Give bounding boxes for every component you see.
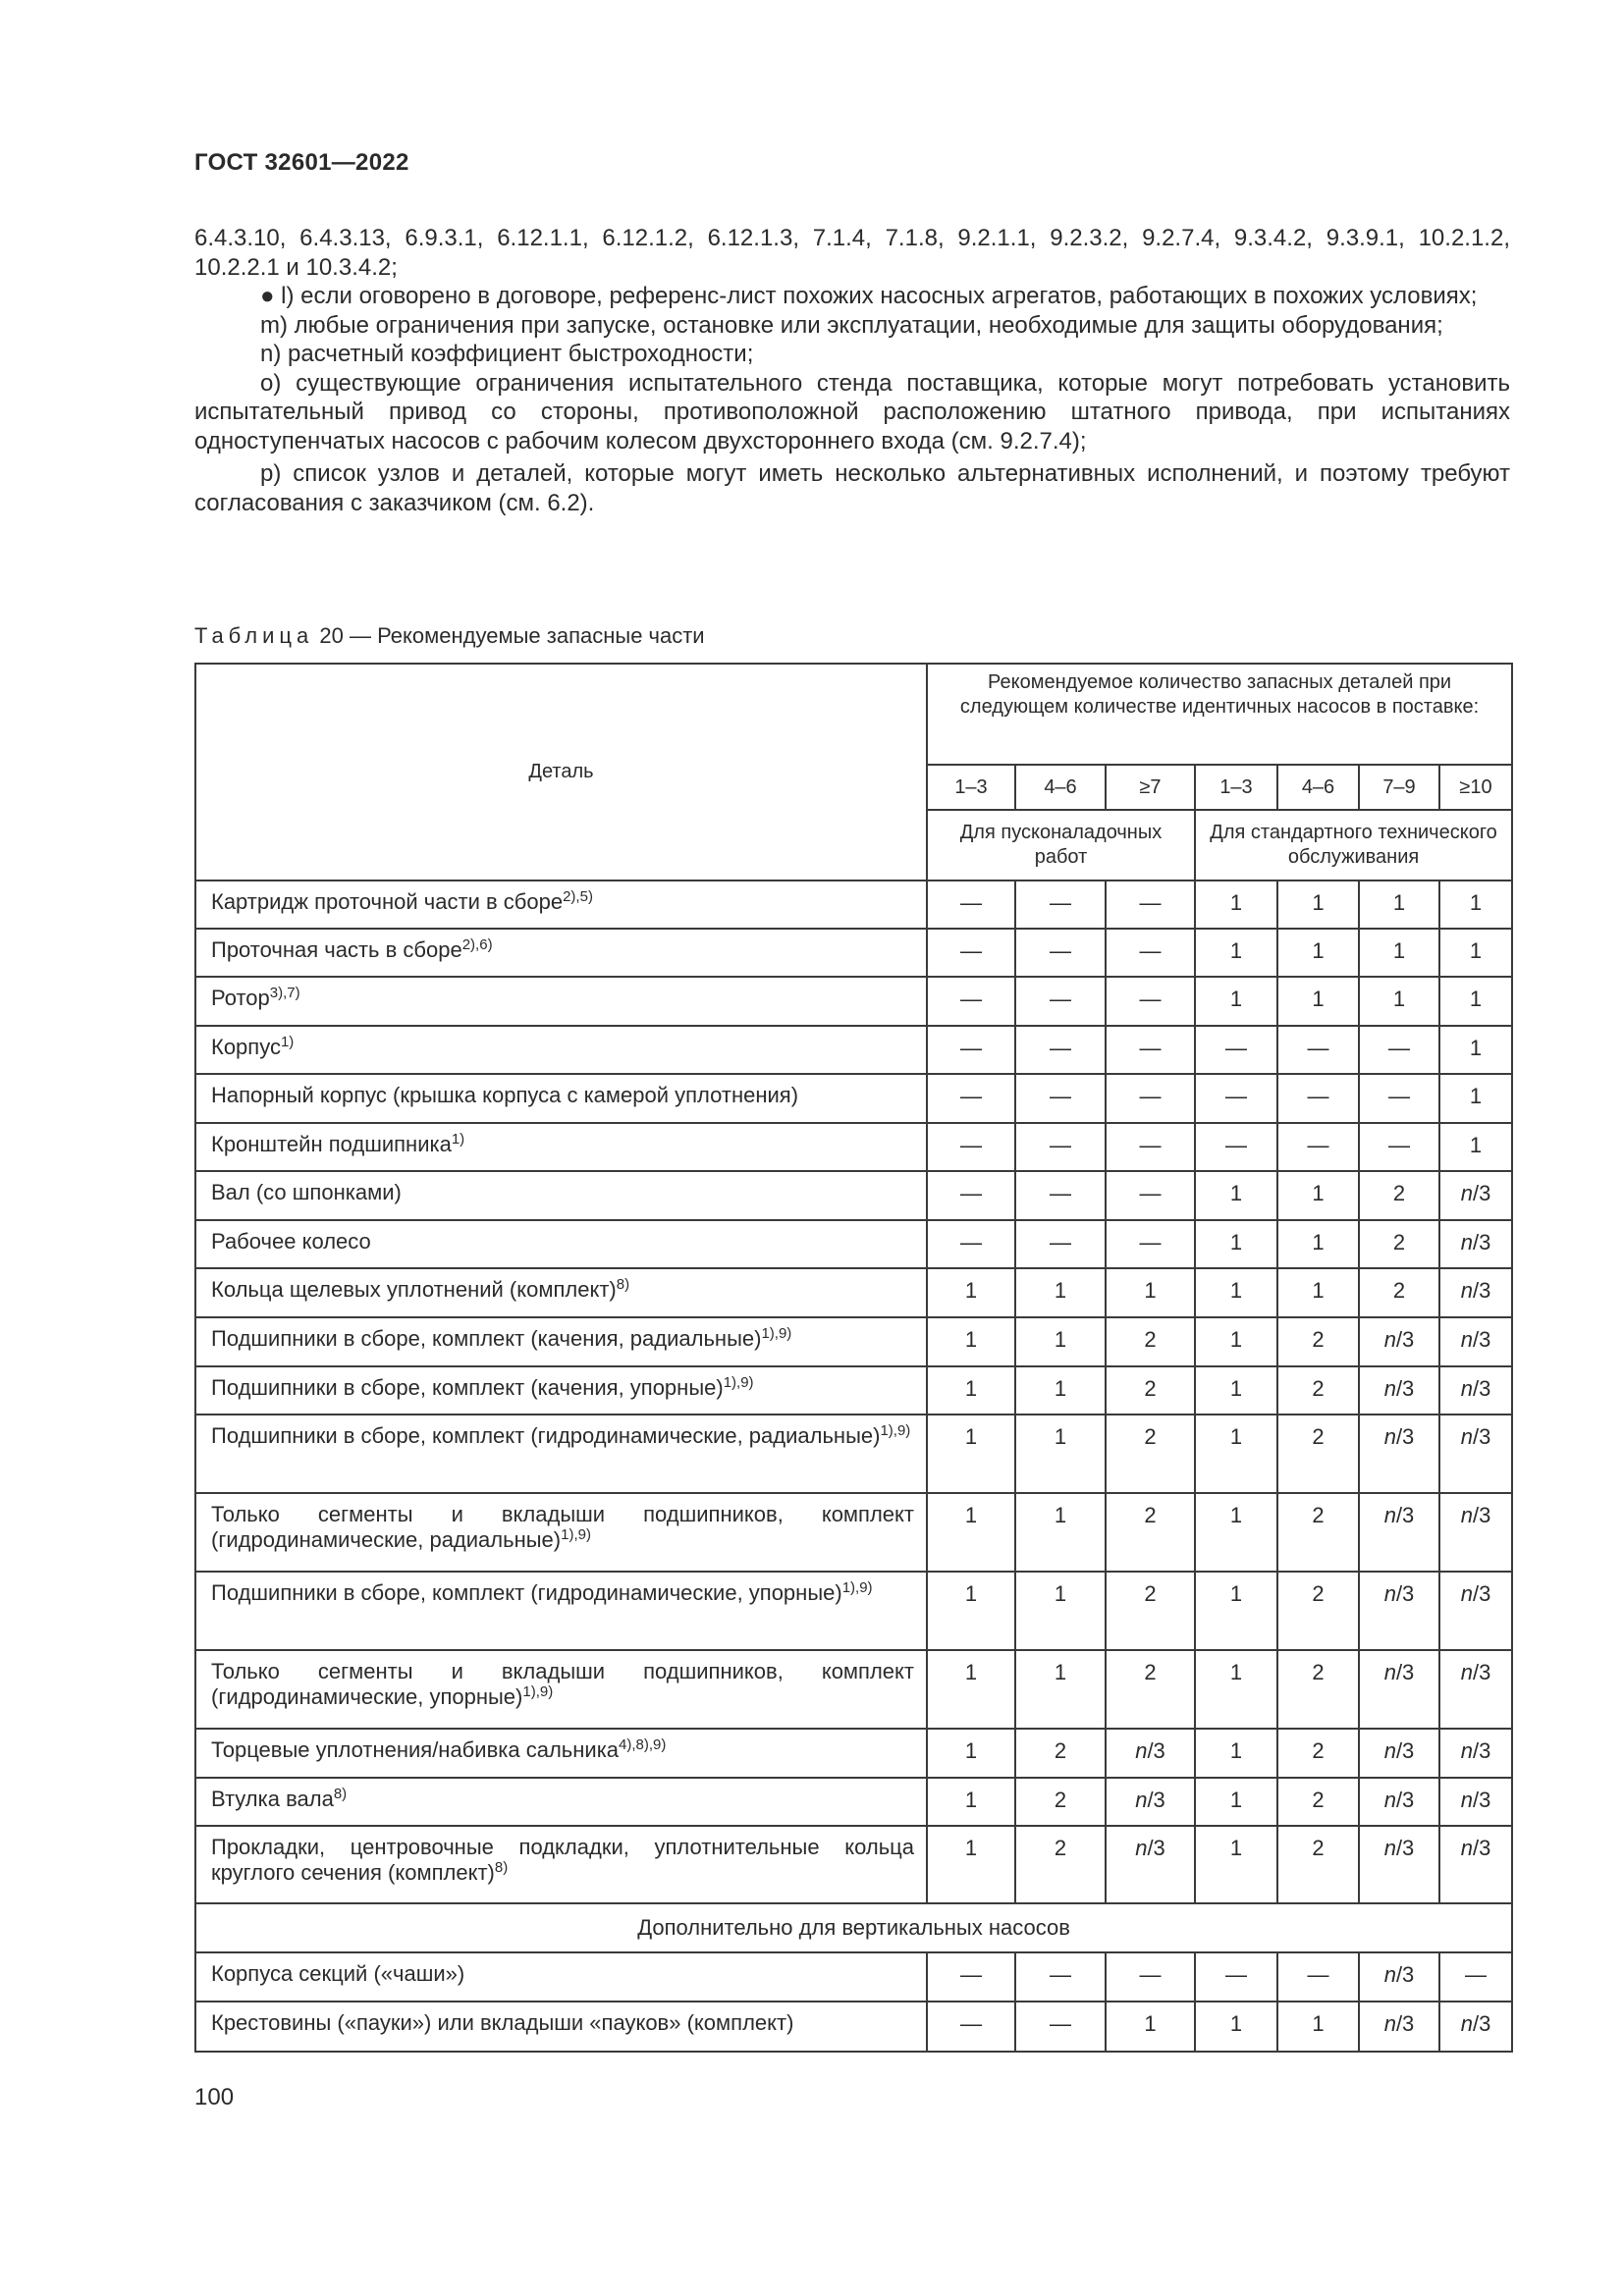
quantity-cell: 2 bbox=[1359, 1171, 1439, 1220]
quantity-cell: 2 bbox=[1106, 1317, 1195, 1366]
quantity-cell: n/3 bbox=[1439, 1826, 1512, 1903]
part-name: Только сегменты и вкладыши подшипников, комплект (гидродинамические, упорные) bbox=[211, 1659, 914, 1709]
quantity-cell: 1 bbox=[1277, 1171, 1359, 1220]
footnote-ref: 1),9) bbox=[880, 1422, 911, 1439]
quantity-cell: n/3 bbox=[1439, 1366, 1512, 1415]
part-name: Подшипники в сборе, комплект (гидродинамические, радиальные) bbox=[211, 1423, 881, 1448]
part-name-cell bbox=[195, 1317, 927, 1366]
count-header: ≥10 bbox=[1439, 765, 1512, 810]
quantity-cell: n/3 bbox=[1359, 1729, 1439, 1778]
quantity-cell: — bbox=[927, 1952, 1015, 2002]
quantity-cell: — bbox=[1106, 1074, 1195, 1123]
table-row bbox=[195, 2002, 1512, 2052]
quantity-cell: 1 bbox=[1195, 1171, 1277, 1220]
part-name-cell bbox=[195, 2002, 927, 2052]
part-name-cell bbox=[195, 929, 927, 977]
quantity-cell: — bbox=[1106, 1952, 1195, 2002]
quantity-cell: — bbox=[1015, 1952, 1106, 2002]
table-row bbox=[195, 881, 1512, 929]
quantity-cell: 1 bbox=[1195, 1317, 1277, 1366]
quantity-cell: n/3 bbox=[1439, 1171, 1512, 1220]
quantity-cell: n/3 bbox=[1439, 1317, 1512, 1366]
group-header-maintenance: Для стандартного технического обслуживания bbox=[1195, 810, 1512, 881]
quantity-cell: n/3 bbox=[1106, 1729, 1195, 1778]
quantity-cell: — bbox=[927, 1026, 1015, 1074]
quantity-cell: n/3 bbox=[1359, 1415, 1439, 1493]
quantity-cell: 1 bbox=[1015, 1366, 1106, 1415]
quantity-cell: — bbox=[927, 977, 1015, 1026]
quantity-cell: — bbox=[1106, 1123, 1195, 1171]
quantity-cell: 2 bbox=[1106, 1493, 1195, 1572]
footnote-ref: 4),8),9) bbox=[619, 1736, 667, 1753]
quantity-cell: 1 bbox=[1015, 1268, 1106, 1317]
quantity-cell: 2 bbox=[1106, 1572, 1195, 1650]
quantity-cell: — bbox=[1195, 1074, 1277, 1123]
footnote-ref: 2),6) bbox=[461, 936, 493, 953]
quantity-cell: 1 bbox=[1439, 1123, 1512, 1171]
quantity-cell: 1 bbox=[1359, 881, 1439, 929]
footnote-ref: 1),9) bbox=[723, 1374, 754, 1391]
quantity-cell: 2 bbox=[1277, 1366, 1359, 1415]
quantity-cell: n/3 bbox=[1359, 1493, 1439, 1572]
quantity-cell: 1 bbox=[1195, 1826, 1277, 1903]
quantity-cell: 1 bbox=[1359, 977, 1439, 1026]
part-name-cell bbox=[195, 1572, 927, 1650]
quantity-cell: 1 bbox=[927, 1826, 1015, 1903]
paragraph: 6.4.3.10, 6.4.3.13, 6.9.3.1, 6.12.1.1, 6.12.1.2, 6.12.1.3, 7.1.4, 7.1.8, 9.2.1.1, 9.2.3.2, 9.2.7.4, 9.3.4.2, 9.3.9.1, 10.2.1.2, 10.2.2.1 и 10.3.4.2; bbox=[194, 225, 1510, 281]
count-header: 1–3 bbox=[1195, 765, 1277, 810]
quantity-cell: n/3 bbox=[1439, 2002, 1512, 2052]
table-row bbox=[195, 1171, 1512, 1220]
paragraph: ● l) если оговорено в договоре, референс-лист похожих насосных агрегатов, работающих в похожих условиях; bbox=[260, 283, 1478, 309]
table-row bbox=[195, 1123, 1512, 1171]
table-row bbox=[195, 1220, 1512, 1268]
quantity-cell: 2 bbox=[1359, 1268, 1439, 1317]
quantity-cell: n/3 bbox=[1359, 1650, 1439, 1729]
quantity-cell: n/3 bbox=[1359, 2002, 1439, 2052]
quantity-cell: — bbox=[1195, 1123, 1277, 1171]
quantity-cell: — bbox=[1106, 929, 1195, 977]
quantity-cell: 2 bbox=[1277, 1778, 1359, 1826]
part-name-cell bbox=[195, 1268, 927, 1317]
quantity-cell: — bbox=[1015, 1171, 1106, 1220]
quantity-cell: — bbox=[927, 2002, 1015, 2052]
table-row bbox=[195, 1493, 1512, 1572]
quantity-cell: — bbox=[1277, 1123, 1359, 1171]
paragraph: p) список узлов и деталей, которые могут иметь несколько альтернативных исполнений, и поэтому требуют согласования с заказчиком (см. 6.2). bbox=[194, 460, 1510, 516]
quantity-cell: 2 bbox=[1277, 1415, 1359, 1493]
count-header: 7–9 bbox=[1359, 765, 1439, 810]
quantity-cell: n/3 bbox=[1359, 1952, 1439, 2002]
part-name: Вал (со шпонками) bbox=[211, 1180, 402, 1204]
table-row bbox=[195, 1826, 1512, 1903]
page-number: 100 bbox=[194, 2084, 235, 2110]
table-row bbox=[195, 929, 1512, 977]
paragraph: m) любые ограничения при запуске, остановке или эксплуатации, необходимые для защиты оборудования; bbox=[260, 311, 1443, 339]
quantity-cell: n/3 bbox=[1439, 1220, 1512, 1268]
quantity-cell: 2 bbox=[1277, 1826, 1359, 1903]
quantity-cell: 1 bbox=[1015, 1317, 1106, 1366]
quantity-cell: — bbox=[1106, 977, 1195, 1026]
quantity-cell: 1 bbox=[1359, 929, 1439, 977]
quantity-cell: 1 bbox=[1015, 1650, 1106, 1729]
quantity-cell: 1 bbox=[927, 1778, 1015, 1826]
quantity-cell: 1 bbox=[1277, 1268, 1359, 1317]
part-name-cell bbox=[195, 1778, 927, 1826]
quantity-cell: 2 bbox=[1277, 1572, 1359, 1650]
part-name: Корпус bbox=[211, 1035, 281, 1059]
part-name: Подшипники в сборе, комплект (гидродинамические, упорные) bbox=[211, 1580, 842, 1605]
quantity-cell: 2 bbox=[1277, 1493, 1359, 1572]
quantity-cell: n/3 bbox=[1439, 1572, 1512, 1650]
part-name-cell bbox=[195, 1493, 927, 1572]
quantity-cell: 1 bbox=[927, 1317, 1015, 1366]
part-name-cell bbox=[195, 1415, 927, 1493]
quantity-cell: — bbox=[1359, 1026, 1439, 1074]
quantity-cell: — bbox=[927, 1074, 1015, 1123]
table-row bbox=[195, 1729, 1512, 1778]
quantity-cell: 1 bbox=[1195, 1220, 1277, 1268]
quantity-cell: 2 bbox=[1015, 1729, 1106, 1778]
quantity-cell: 1 bbox=[1106, 1268, 1195, 1317]
table-caption-text: 20 — Рекомендуемые запасные части bbox=[319, 623, 705, 648]
quantity-cell: 1 bbox=[1195, 1729, 1277, 1778]
table-row bbox=[195, 1650, 1512, 1729]
quantity-cell: 1 bbox=[1195, 1366, 1277, 1415]
quantity-cell: — bbox=[1106, 1026, 1195, 1074]
part-name: Проточная часть в сборе bbox=[211, 937, 462, 962]
quantity-cell: — bbox=[927, 1220, 1015, 1268]
part-name: Кронштейн подшипника bbox=[211, 1132, 452, 1156]
body-text bbox=[194, 224, 1510, 517]
quantity-cell: n/3 bbox=[1106, 1826, 1195, 1903]
quantity-cell: 1 bbox=[1277, 881, 1359, 929]
quantity-cell: n/3 bbox=[1439, 1778, 1512, 1826]
quantity-cell: 1 bbox=[927, 1415, 1015, 1493]
part-name: Кольца щелевых уплотнений (комплект) bbox=[211, 1277, 617, 1302]
quantity-cell: — bbox=[1015, 977, 1106, 1026]
part-name-cell bbox=[195, 881, 927, 929]
footnote-ref: 1) bbox=[280, 1034, 295, 1050]
part-name: Только сегменты и вкладыши подшипников, комплект (гидродинамические, радиальные) bbox=[211, 1502, 914, 1552]
table-row bbox=[195, 1268, 1512, 1317]
quantity-cell: 1 bbox=[1195, 1650, 1277, 1729]
quantity-cell: — bbox=[927, 1171, 1015, 1220]
section-row bbox=[195, 1903, 1512, 1952]
quantity-cell: 1 bbox=[1439, 1074, 1512, 1123]
quantity-cell: 1 bbox=[1015, 1415, 1106, 1493]
quantity-cell: — bbox=[1277, 1952, 1359, 2002]
count-header: 4–6 bbox=[1015, 765, 1106, 810]
quantity-cell: 1 bbox=[1277, 929, 1359, 977]
quantity-cell: — bbox=[1015, 1026, 1106, 1074]
footnote-ref: 1),9) bbox=[561, 1526, 591, 1543]
count-header: 4–6 bbox=[1277, 765, 1359, 810]
paragraph: n) расчетный коэффициент быстроходности; bbox=[260, 341, 754, 367]
quantity-cell: 1 bbox=[1277, 1220, 1359, 1268]
footnote-ref: 8) bbox=[494, 1859, 509, 1876]
quantity-cell: n/3 bbox=[1359, 1317, 1439, 1366]
quantity-cell: — bbox=[927, 929, 1015, 977]
quantity-cell: 1 bbox=[1195, 2002, 1277, 2052]
part-name: Подшипники в сборе, комплект (качения, радиальные) bbox=[211, 1326, 762, 1351]
part-name: Ротор bbox=[211, 986, 270, 1010]
quantity-cell: n/3 bbox=[1439, 1493, 1512, 1572]
quantity-cell: — bbox=[1015, 1220, 1106, 1268]
quantity-cell: 1 bbox=[1106, 2002, 1195, 2052]
part-name: Рабочее колесо bbox=[211, 1229, 371, 1254]
quantity-cell: 2 bbox=[1277, 1317, 1359, 1366]
part-name-cell bbox=[195, 977, 927, 1026]
part-name-cell bbox=[195, 1074, 927, 1123]
quantity-cell: 1 bbox=[1439, 881, 1512, 929]
quantity-cell: n/3 bbox=[1439, 1729, 1512, 1778]
quantity-cell: 2 bbox=[1106, 1650, 1195, 1729]
table-row bbox=[195, 1317, 1512, 1366]
footnote-ref: 1) bbox=[451, 1131, 465, 1148]
quantity-cell: 1 bbox=[1015, 1493, 1106, 1572]
count-header: 1–3 bbox=[927, 765, 1015, 810]
quantity-cell: 1 bbox=[1195, 1572, 1277, 1650]
quantity-cell: 1 bbox=[1195, 929, 1277, 977]
part-name: Втулка вала bbox=[211, 1787, 334, 1811]
part-name: Корпуса секций («чаши») bbox=[211, 1961, 465, 1986]
table-row bbox=[195, 977, 1512, 1026]
part-name: Напорный корпус (крышка корпуса с камерой уплотнения) bbox=[211, 1083, 799, 1107]
quantity-cell: n/3 bbox=[1359, 1778, 1439, 1826]
quantity-cell: 1 bbox=[1195, 1268, 1277, 1317]
quantity-cell: 1 bbox=[1195, 977, 1277, 1026]
quantity-cell: 1 bbox=[1195, 1493, 1277, 1572]
quantity-cell: 1 bbox=[1439, 929, 1512, 977]
table-row bbox=[195, 1415, 1512, 1493]
spare-parts-table bbox=[194, 663, 1513, 2053]
quantity-cell: 1 bbox=[927, 1572, 1015, 1650]
footnote-ref: 8) bbox=[616, 1276, 630, 1293]
footnote-ref: 3),7) bbox=[269, 985, 300, 1001]
quantity-cell: — bbox=[1195, 1952, 1277, 2002]
table-caption-word: Таблица bbox=[194, 623, 314, 648]
part-name: Картридж проточной части в сборе bbox=[211, 889, 564, 914]
quantity-cell: 1 bbox=[1277, 2002, 1359, 2052]
quantity-cell: — bbox=[1195, 1026, 1277, 1074]
quantity-cell: 2 bbox=[1106, 1415, 1195, 1493]
quantity-cell: — bbox=[1277, 1074, 1359, 1123]
quantity-cell: 1 bbox=[927, 1493, 1015, 1572]
table-row bbox=[195, 1952, 1512, 2002]
group-header-commissioning: Для пусконаладочных работ bbox=[927, 810, 1195, 881]
part-name-cell bbox=[195, 1026, 927, 1074]
quantity-cell: 2 bbox=[1015, 1778, 1106, 1826]
part-name: Прокладки, центровочные подкладки, уплотнительные кольца круглого сечения (комплект) bbox=[211, 1835, 914, 1885]
quantity-cell: 2 bbox=[1015, 1826, 1106, 1903]
section-heading: Дополнительно для вертикальных насосов bbox=[195, 1903, 1512, 1952]
quantity-cell: 2 bbox=[1277, 1650, 1359, 1729]
footnote-ref: 2),5) bbox=[563, 888, 593, 905]
quantity-cell: 1 bbox=[927, 1268, 1015, 1317]
part-name-cell bbox=[195, 1826, 927, 1903]
quantity-cell: 2 bbox=[1277, 1729, 1359, 1778]
quantity-cell: 1 bbox=[927, 1729, 1015, 1778]
quantity-cell: — bbox=[1359, 1074, 1439, 1123]
quantity-cell: — bbox=[1106, 1171, 1195, 1220]
count-header: ≥7 bbox=[1106, 765, 1195, 810]
quantity-cell: n/3 bbox=[1359, 1572, 1439, 1650]
quantity-cell: n/3 bbox=[1439, 1268, 1512, 1317]
quantity-cell: — bbox=[1106, 881, 1195, 929]
quantity-cell: — bbox=[1359, 1123, 1439, 1171]
table-row bbox=[195, 1778, 1512, 1826]
quantity-cell: 2 bbox=[1359, 1220, 1439, 1268]
part-name: Торцевые уплотнения/набивка сальника bbox=[211, 1737, 620, 1762]
column-header-recommended: Рекомендуемое количество запасных деталей при следующем количестве идентичных насосов в поставке: bbox=[927, 664, 1512, 765]
part-name-cell bbox=[195, 1171, 927, 1220]
part-name: Крестовины («пауки») или вкладыши «пауков» (комплект) bbox=[211, 2010, 794, 2035]
table-row bbox=[195, 1074, 1512, 1123]
quantity-cell: 1 bbox=[1439, 977, 1512, 1026]
quantity-cell: — bbox=[1015, 929, 1106, 977]
footnote-ref: 1),9) bbox=[522, 1683, 554, 1700]
quantity-cell: 1 bbox=[1277, 977, 1359, 1026]
footnote-ref: 1),9) bbox=[761, 1325, 792, 1342]
footnote-ref: 1),9) bbox=[841, 1579, 873, 1596]
part-name-cell bbox=[195, 1650, 927, 1729]
quantity-cell: — bbox=[1015, 1123, 1106, 1171]
table-row bbox=[195, 1572, 1512, 1650]
quantity-cell: 1 bbox=[1439, 1026, 1512, 1074]
column-header-detail: Деталь bbox=[195, 664, 927, 881]
paragraph: o) существующие ограничения испытательного стенда поставщика, которые могут потребовать установить испытательный привод со стороны, противоположной расположению штатного привода, при испытаниях одноступенчатых насосов с рабочим колесом двухстороннего входа (см. 9.2.7.4); bbox=[194, 369, 1510, 454]
quantity-cell: 1 bbox=[1195, 1778, 1277, 1826]
quantity-cell: — bbox=[1015, 2002, 1106, 2052]
quantity-cell: n/3 bbox=[1106, 1778, 1195, 1826]
part-name-cell bbox=[195, 1952, 927, 2002]
part-name-cell bbox=[195, 1366, 927, 1415]
part-name: Подшипники в сборе, комплект (качения, упорные) bbox=[211, 1375, 724, 1400]
quantity-cell: — bbox=[1106, 1220, 1195, 1268]
quantity-cell: — bbox=[1015, 1074, 1106, 1123]
footnote-ref: 8) bbox=[333, 1786, 348, 1802]
quantity-cell: 2 bbox=[1106, 1366, 1195, 1415]
quantity-cell: n/3 bbox=[1359, 1366, 1439, 1415]
quantity-cell: — bbox=[1439, 1952, 1512, 2002]
quantity-cell: — bbox=[927, 1123, 1015, 1171]
quantity-cell: — bbox=[1015, 881, 1106, 929]
quantity-cell: n/3 bbox=[1439, 1650, 1512, 1729]
quantity-cell: n/3 bbox=[1439, 1415, 1512, 1493]
quantity-cell: n/3 bbox=[1359, 1826, 1439, 1903]
part-name-cell bbox=[195, 1729, 927, 1778]
quantity-cell: — bbox=[927, 881, 1015, 929]
document-header: ГОСТ 32601—2022 bbox=[194, 149, 409, 176]
table-row bbox=[195, 1366, 1512, 1415]
quantity-cell: 1 bbox=[1195, 881, 1277, 929]
quantity-cell: 1 bbox=[927, 1650, 1015, 1729]
part-name-cell bbox=[195, 1220, 927, 1268]
quantity-cell: — bbox=[1277, 1026, 1359, 1074]
part-name-cell bbox=[195, 1123, 927, 1171]
quantity-cell: 1 bbox=[927, 1366, 1015, 1415]
table-caption bbox=[194, 623, 705, 649]
quantity-cell: 1 bbox=[1195, 1415, 1277, 1493]
table-row bbox=[195, 1026, 1512, 1074]
quantity-cell: 1 bbox=[1015, 1572, 1106, 1650]
